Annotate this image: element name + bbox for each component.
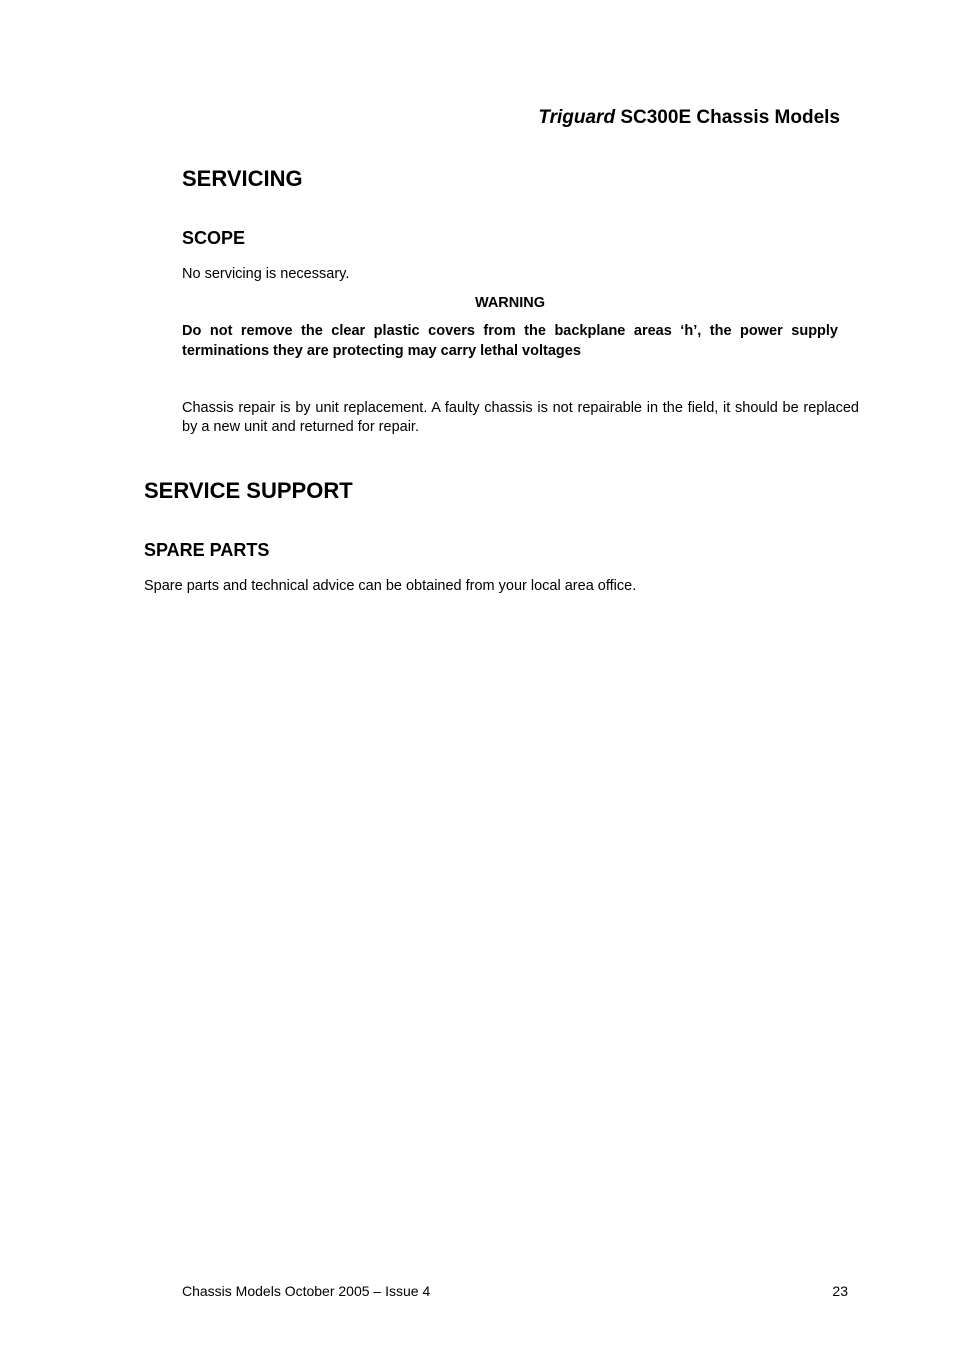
scope-text: No servicing is necessary.: [182, 266, 350, 282]
running-header: [400, 106, 840, 130]
warning-text: Do not remove the clear plastic covers from the backplane areas ‘h’, the power supply terminations they are protecting may carry lethal voltages: [182, 323, 838, 359]
spare-parts-heading: SPARE PARTS: [144, 540, 270, 560]
scope-heading: SCOPE: [182, 228, 246, 248]
service-support-heading: SERVICE SUPPORT: [144, 478, 353, 503]
servicing-heading: SERVICING: [182, 166, 303, 191]
header-model: SC300E Chassis Models: [620, 107, 840, 128]
page-number: 23: [832, 1283, 848, 1299]
repair-text: Chassis repair is by unit replacement. A faulty chassis is not repairable in the field, it should be replaced by a new unit and returned for repair.: [182, 400, 859, 435]
footer-document-info: Chassis Models October 2005 – Issue 4: [182, 1283, 431, 1299]
header-brand: Triguard: [538, 107, 616, 128]
spare-parts-text: Spare parts and technical advice can be obtained from your local area office.: [144, 578, 637, 594]
warning-title: WARNING: [474, 295, 546, 311]
